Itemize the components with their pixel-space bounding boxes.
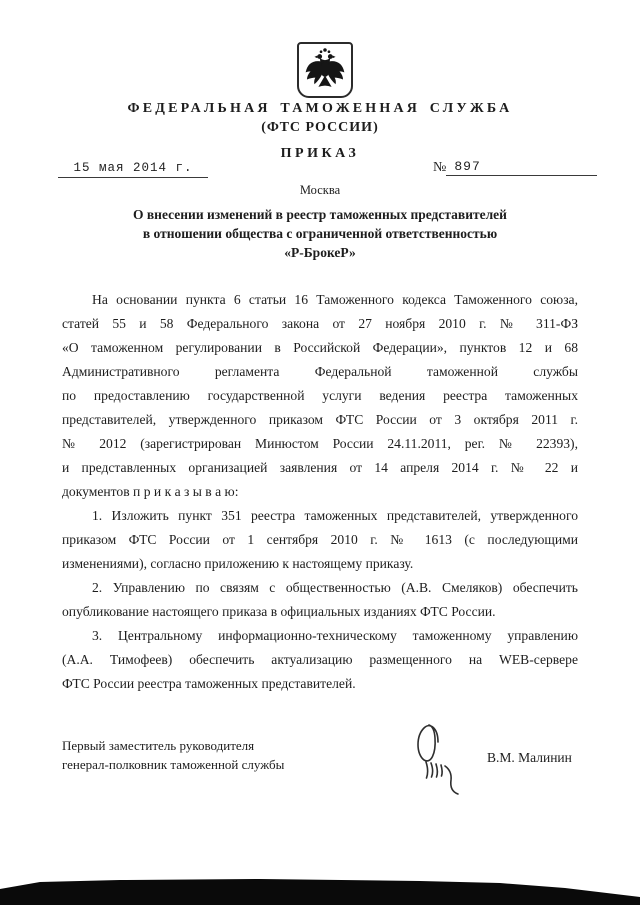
body-line: статей 55 и 58 Федерального закона от 27 ноября 2010 г. № 311-ФЗ — [62, 316, 578, 331]
subject-line: О внесении изменений в реестр таможенных представителей — [133, 207, 507, 222]
double-headed-eagle-icon — [303, 46, 347, 95]
coat-of-arms-frame — [297, 42, 353, 98]
body-line: по предоставлению государственной услуги ведения реестра таможенных — [62, 388, 578, 403]
subject-line: в отношении общества с ограниченной ответственностью — [142, 226, 498, 241]
signer-title-line: Первый заместитель руководителя — [62, 738, 255, 753]
org-abbreviation: (ФТС РОССИИ) — [261, 120, 379, 135]
document-type-title: ПРИКАЗ — [280, 146, 360, 161]
scan-edge-artifact — [0, 875, 640, 905]
body-line: документов п р и к а з ы в а ю: — [62, 484, 239, 499]
document-number: 897 — [446, 159, 597, 176]
body-line: 3. Центральному информационно-техническому таможенному управлению — [92, 628, 578, 643]
body-line: Административного регламента Федеральной таможенной службы — [62, 364, 578, 379]
signer-title — [62, 736, 284, 774]
signer-title-line: генерал-полковник таможенной службы — [62, 757, 285, 772]
body-line: На основании пункта 6 статьи 16 Таможенного кодекса Таможенного союза, — [92, 292, 578, 307]
subject-line: «Р-БрокеР» — [284, 245, 356, 260]
body-line: представителей, утвержденного приказом ФТС России от 3 октября 2011 г. — [62, 412, 578, 427]
document-date: 15 мая 2014 г. — [58, 161, 208, 178]
body-line: 1. Изложить пункт 351 реестра таможенных представителей, утвержденного — [92, 508, 578, 523]
body-line: изменениями), согласно приложению к настоящему приказу. — [62, 556, 414, 571]
document-number-field — [433, 159, 597, 176]
body-line: и представленных организацией заявления от 14 апреля 2014 г. № 22 и — [62, 460, 578, 475]
city-label: Москва — [299, 183, 341, 197]
body-line: ФТС России реестра таможенных представителей. — [62, 676, 356, 691]
signer-name: В.М. Малинин — [487, 750, 572, 765]
number-sign: № — [433, 160, 447, 175]
handwritten-signature — [398, 720, 468, 807]
document-subject — [70, 205, 570, 262]
body-line: (А.А. Тимофеев) обеспечить актуализацию размещенного на WEB-сервере — [62, 652, 578, 667]
body-line: приказом ФТС России от 1 сентября 2010 г. № 1613 (с последующими — [62, 532, 578, 547]
body-line: 2. Управлению по связям с общественностью (А.В. Смеляков) обеспечить — [92, 580, 578, 595]
body-line: «О таможенном регулировании в Российской Федерации», пунктов 12 и 68 — [62, 340, 578, 355]
body-line: опубликование настоящего приказа в официальных изданиях ФТС России. — [62, 604, 496, 619]
org-name: ФЕДЕРАЛЬНАЯ ТАМОЖЕННАЯ СЛУЖБА — [127, 101, 513, 116]
document-body — [62, 288, 578, 696]
body-line: № 2012 (зарегистрирован Минюстом России 24.11.2011, рег. № 22393), — [62, 436, 578, 451]
